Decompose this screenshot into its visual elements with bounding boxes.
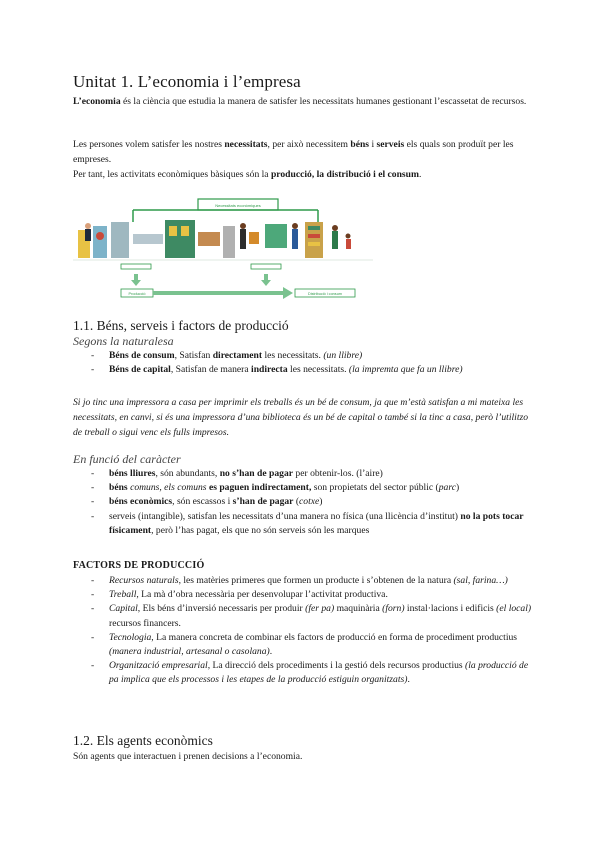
nature-subheading: Segons la naturalesa xyxy=(73,334,174,348)
section-1-1 xyxy=(73,318,533,377)
section-1-2 xyxy=(73,733,533,764)
section-1-1-heading: 1.1. Béns, serveis i factors de producció xyxy=(73,318,289,333)
printer-example-note: Si jo tinc una impressora a casa per imprimir els treballs és un bé de consum, ja que m’està satisfan a mi mateixa les necessitats, en canvi, si és una impressora d’una biblioteca és un bé de capital o també si la tinc a casa, però l’utilitzo de treball o sigui venc els fulls impresos. xyxy=(73,397,529,438)
factory-scene xyxy=(78,220,235,258)
character-subheading: En funció del caràcter xyxy=(73,452,181,466)
list-item: - béns lliures, són abundants, no s’han de pagar per obtenir-los. (l’aire) xyxy=(73,467,533,481)
character-list xyxy=(73,467,533,538)
people-figures xyxy=(240,222,351,258)
list-item: - Organització empresarial, La direcció dels procediments i la gestió dels recursos productius (la producció de pa implica que els processos i les etapes de la producció estiguin organitzats). xyxy=(73,659,533,687)
list-item: - Capital, Els béns d’inversió necessaris per produir (fer pa) maquinària (forn) instal·lacions i edificis (el local) recursos financers. xyxy=(73,602,533,630)
distribution-box-label: Distribució i consum xyxy=(308,292,342,296)
character-section xyxy=(73,452,533,538)
intro-term: L’economia xyxy=(73,96,121,107)
section-1-2-heading: 1.2. Els agents econòmics xyxy=(73,733,213,748)
list-item: - Tecnologia, La manera concreta de combinar els factors de producció en forma de procediment productius (manera industrial, artesanal o casolana). xyxy=(73,631,533,659)
intro-paragraph: L’economia és la ciència que estudia la manera de satisfer les necessitats humanes gestionant l’escassetat de recursos. xyxy=(73,96,527,107)
needs-paragraph: Les persones volem satisfer les nostres necessitats, per això necessitem béns i serveis els quals son produït per les empreses. xyxy=(73,139,514,165)
list-item: - béns comuns, els comuns es paguen indirectament, son propietats del sector públic (parc) xyxy=(73,481,533,495)
page-title: Unitat 1. L’economia i l’empresa xyxy=(73,72,301,91)
needs-box-label: Necessitats econòmiques xyxy=(215,203,261,208)
factors-section xyxy=(73,558,533,688)
list-item: - Treball, La mà d’obra necessària per desenvolupar l’activitat productiva. xyxy=(73,588,533,602)
agents-paragraph: Són agents que interactuen i prenen decisions a l’economia. xyxy=(73,751,303,762)
list-item: - Béns de consum, Satisfan directament les necessitats. (un llibre) xyxy=(73,349,533,363)
nature-list xyxy=(73,349,533,377)
document-page xyxy=(73,72,533,762)
economy-cycle-illustration xyxy=(73,196,373,308)
factors-list xyxy=(73,574,533,688)
factors-heading: FACTORS DE PRODUCCIÓ xyxy=(73,560,205,571)
economy-cycle-diagram xyxy=(73,196,373,308)
production-box-label: Producció xyxy=(128,292,146,296)
list-item: - serveis (intangible), satisfan les necessitats d’una manera no física (una llicència d’institut) no la pots tocar físicament, però l’has pagat, els que no són serveis són les marques xyxy=(73,510,533,538)
list-item: - Béns de capital, Satisfan de manera indirecta les necessitats. (la impremta que fa un llibre) xyxy=(73,363,533,377)
activities-paragraph: Per tant, les activitats econòmiques bàsiques són la producció, la distribució i el consum. xyxy=(73,169,422,180)
list-item: - Recursos naturals, les matèries primeres que formen un producte i s’obtenen de la natura (sal, farina…) xyxy=(73,574,533,588)
list-item: - béns econòmics, són escassos i s’han de pagar (cotxe) xyxy=(73,495,533,509)
